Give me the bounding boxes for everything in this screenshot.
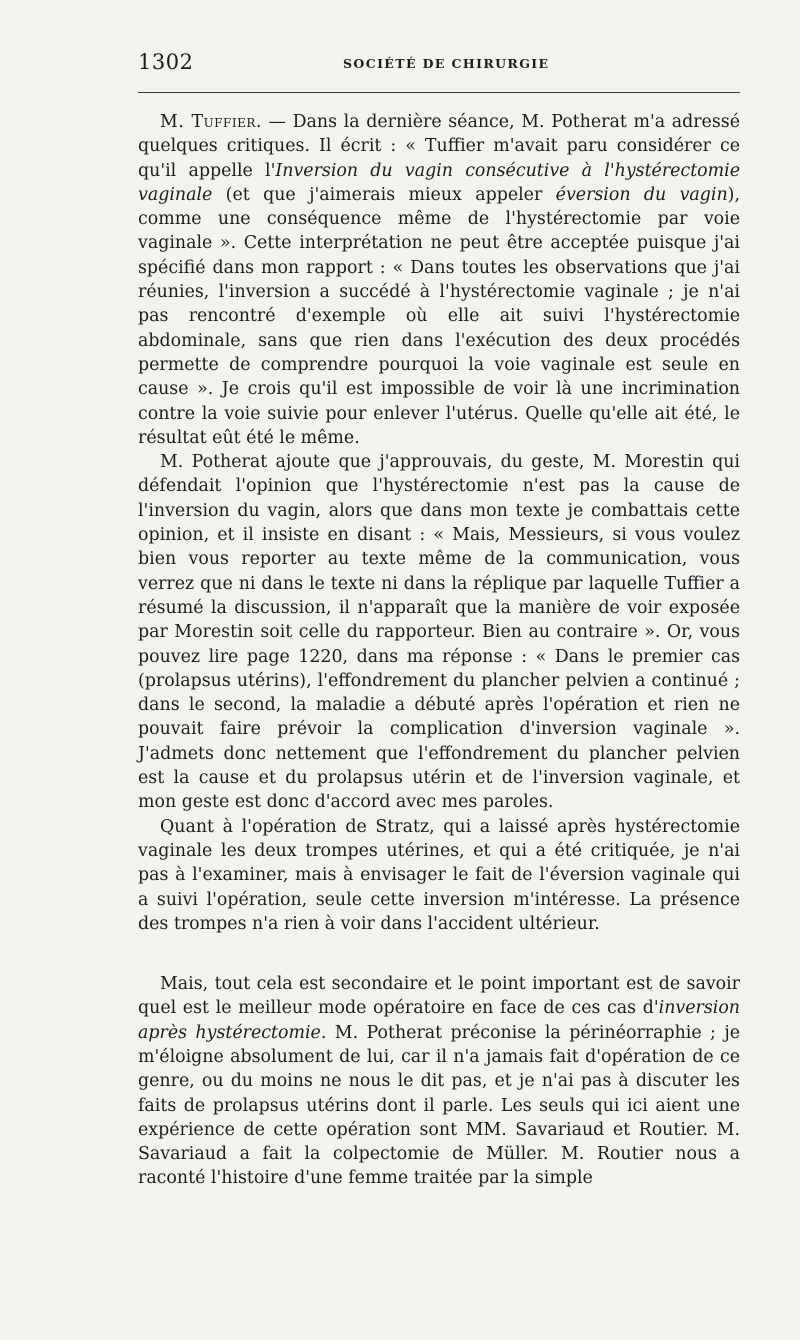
paragraph-1-text-3: ), comme une conséquence même de l'hystérectomie par voie vaginale ». Cette interprétation ne peut être acceptée puisque j'ai spécifié dans mon rapport : « Dans toutes les observations que j'ai réunies, l'inversion a succédé à l'hystérectomie vaginale ; je n'ai pas rencontré d'exemple où elle ait suivi l'hystérectomie abdominale, sans que rien dans l'exécution des deux procédés permette de comprendre pourquoi la voie vaginale est seule en cause ». Je crois qu'il est impossible de voir là une incrimination contre la voie suivie pour enlever l'utérus. Quelle qu'elle ait été, le résultat eût été le même. [138,184,740,448]
paragraph-1-italic-1: Inversion du vagin consécutive à l'hystérectomie vaginale [138,160,740,205]
paragraph-2-text: M. Potherat ajoute que j'approuvais, du geste, M. Morestin qui défendait l'opinion que l'hystérectomie n'est pas la cause de l'inversion du vagin, alors que dans mon texte je combattais cette opinion, et il insiste en disant : « Mais, Messieurs, si vous voulez bien vous reporter au texte même de la communication, vous verrez que ni dans le texte ni dans la réplique par laquelle Tuffier a résumé la discussion, il n'apparaît que la manière de voir exposée par Morestin soit celle du rapporteur. Bien au contraire ». Or, vous pouvez lire page 1220, dans ma réponse : « Dans le premier cas (prolapsus utérins), l'effondrement du plancher pelvien a continué ; dans le second, la maladie a débuté après l'opération et rien ne pouvait faire prévoir la complication d'inversion vaginale ». J'admets donc nettement que l'effondrement du plancher pelvien est la cause et du prolapsus utérin et de l'inversion vaginale, et mon geste est donc d'accord avec mes paroles. [138,452,740,813]
paragraph-2 [138,450,740,814]
header-rule [138,92,740,93]
paragraph-1 [138,110,740,450]
paragraph-1-text: — Dans la dernière séance, M. Potherat m'a adressé quelques critiques. Il écrit : « Tuffier m'avait paru considérer ce qu'il appelle l' [138,112,740,181]
page-header [138,50,740,80]
paragraph-3-text: Quant à l'opération de Stratz, qui a laissé après hystérectomie vaginale les deux trompes utérines, et qui a été critiquée, je n'ai pas à l'examiner, mais à envisager le fait de l'éversion vaginale qui a suivi l'opération, seule cette inversion m'intéresse. La présence des trompes n'a rien à voir dans l'accident ultérieur. [138,816,740,934]
paragraph-3 [138,815,740,936]
paragraph-4 [138,972,740,1191]
paragraph-1-italic-2: éversion du vagin [555,184,728,205]
paragraph-1-text-2: (et que j'aimerais mieux appeler [212,184,556,205]
page-number: 1302 [138,50,194,74]
paragraph-4-text-2: . M. Potherat préconise la périnéorraphie ; je m'éloigne absolument de lui, car il n'a jamais fait d'opération de ce genre, ou du moins ne nous le dit pas, et je n'ai pas à discuter les faits de prolapsus utérins dont il parle. Les seuls qui ici aient une expérience de cette opération sont MM. Savariaud et Routier. M. Savariaud a fait la colpectomie de Müller. M. Routier nous a raconté l'histoire d'une femme traitée par la simple [138,1022,740,1189]
running-title: SOCIÉTÉ DE CHIRURGIE [343,56,550,71]
paragraph-4-italic-1: inversion après hystérectomie [138,998,740,1043]
paragraph-4-text: Mais, tout cela est secondaire et le point important est de savoir quel est le meilleur mode opératoire en face de ces cas d' [138,974,740,1019]
body-text [138,110,740,1191]
speaker-name: M. Tuffier. [160,112,262,132]
